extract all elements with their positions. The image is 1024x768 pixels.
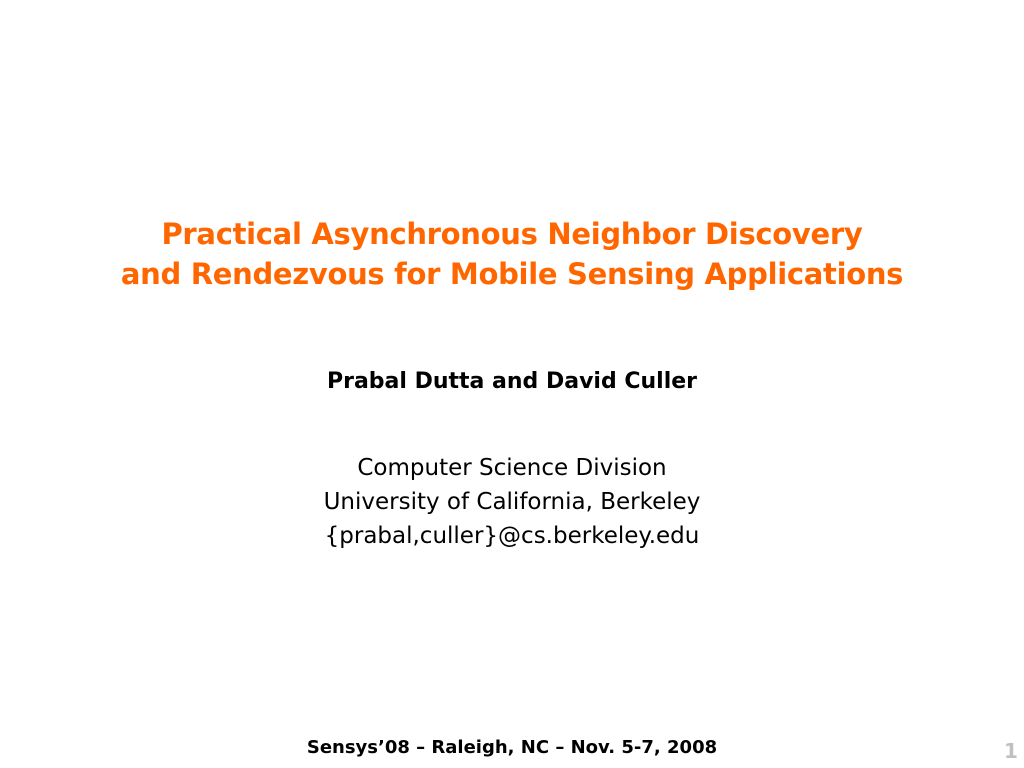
affiliation-university: University of California, Berkeley (323, 489, 701, 515)
slide-title-line-2: and Rendezvous for Mobile Sensing Applications (120, 257, 904, 291)
slide-title (0, 214, 1024, 294)
slide-footer: Sensys’08 – Raleigh, NC – Nov. 5-7, 2008 (306, 737, 718, 758)
affiliation-block (0, 451, 1024, 553)
affiliation-email: {prabal,culler}@cs.berkeley.edu (324, 523, 700, 549)
slide-title-line-1: Practical Asynchronous Neighbor Discovery (161, 217, 863, 251)
slide-number: 1 (1004, 739, 1018, 763)
affiliation-division: Computer Science Division (357, 455, 667, 481)
author-names: Prabal Dutta and David Culler (326, 369, 698, 394)
